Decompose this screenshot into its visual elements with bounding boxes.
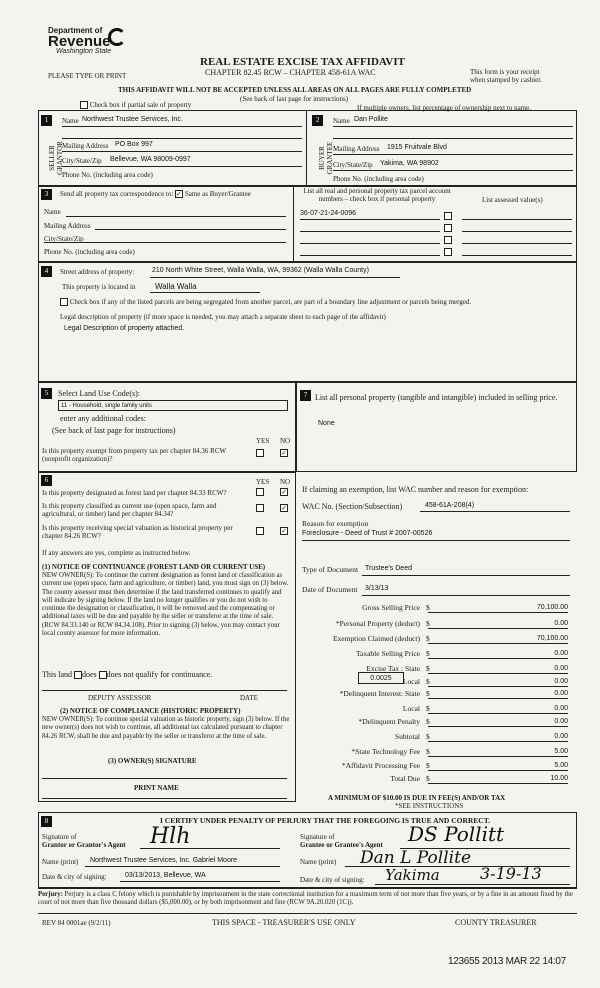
grantor-signature[interactable]: Hlh bbox=[150, 824, 191, 849]
calc-label: *Personal Property (deduct) bbox=[335, 619, 420, 628]
calc-value[interactable]: 0.00 bbox=[428, 718, 568, 727]
section-4 bbox=[38, 262, 577, 382]
calc-label: Subtotal bbox=[394, 732, 420, 741]
calc-label: *State Technology Fee bbox=[351, 747, 420, 756]
s5-yes: YES bbox=[256, 437, 270, 445]
seller-city-label: City/State/Zip bbox=[62, 157, 102, 165]
calc-label: Total Due bbox=[390, 774, 420, 783]
calc-label: Gross Selling Price bbox=[362, 603, 420, 612]
dollar-sign: $ bbox=[426, 619, 430, 628]
calc-row bbox=[300, 705, 570, 716]
buyer-name-label: Name bbox=[333, 117, 350, 125]
dollar-sign: $ bbox=[426, 689, 430, 698]
dollar-sign: $ bbox=[426, 664, 430, 673]
calc-label: Excise Tax : State bbox=[366, 664, 420, 673]
segregated-checkbox[interactable] bbox=[60, 298, 68, 306]
calc-row bbox=[300, 762, 570, 773]
calc-label: Taxable Selling Price bbox=[355, 649, 420, 658]
exempt-no[interactable]: ✓ bbox=[281, 449, 287, 457]
grantor-sig-l1: Signature of bbox=[42, 833, 77, 841]
historic-yes[interactable] bbox=[256, 527, 264, 535]
seller-phone-label: Phone No. (including area code) bbox=[62, 171, 153, 179]
s6-yes: YES bbox=[256, 478, 270, 486]
segregated-label: Check box if any of the listed parcels are being segregated from another parcel, are part of a boundary line adjustment or parcels being merged. bbox=[69, 298, 472, 306]
section-4-num: 4 bbox=[41, 266, 52, 277]
dollar-sign: $ bbox=[426, 603, 430, 612]
pp-checkbox-1[interactable] bbox=[444, 212, 452, 220]
seller-mail-label: Mailing Address bbox=[62, 142, 109, 150]
certify: I CERTIFY UNDER PENALTY OF PERJURY THAT THE FOREGOING IS TRUE AND CORRECT. bbox=[160, 816, 491, 825]
dept-state: Washington State bbox=[56, 48, 112, 56]
pp-checkbox-2[interactable] bbox=[444, 224, 452, 232]
partial-checkbox[interactable] bbox=[80, 101, 88, 109]
forest-yes[interactable] bbox=[256, 488, 264, 496]
doc-type-label: Type of Document bbox=[302, 565, 359, 574]
see-back: (See back of last page for instructions) bbox=[240, 95, 349, 103]
calc-row bbox=[300, 665, 570, 676]
s3-city: City/State/Zip bbox=[44, 235, 84, 243]
grantor-sig-label bbox=[42, 833, 126, 849]
s5-seeback: (See back of last page for instructions) bbox=[52, 426, 176, 435]
exempt-yes[interactable] bbox=[256, 449, 264, 457]
grantee-sig-label bbox=[300, 833, 383, 849]
calc-label: *Affidavit Processing Fee bbox=[341, 761, 420, 770]
s5-no: NO bbox=[280, 437, 291, 445]
additional-codes: enter any additional codes: bbox=[60, 414, 146, 423]
section-7-num: 7 bbox=[300, 390, 311, 401]
section-6-num: 6 bbox=[41, 475, 52, 486]
minimum-due: A MINIMUM OF $10.00 IS DUE IN FEE(S) AND/OR TAX bbox=[328, 794, 506, 802]
notice2-title: (2) NOTICE OF COMPLIANCE (HISTORIC PROPERTY) bbox=[60, 707, 241, 715]
dollar-sign: $ bbox=[426, 761, 430, 770]
seller-name-label: Name bbox=[62, 117, 79, 125]
local-rate[interactable]: 0.0025 bbox=[358, 672, 404, 684]
current-no[interactable]: ✓ bbox=[281, 504, 287, 512]
buyer-side: BUYER GRANTEE bbox=[317, 141, 334, 175]
form-rev: REV 84 0001ae (9/2/11) bbox=[42, 919, 111, 927]
dept-label: Department of bbox=[48, 26, 103, 35]
street-label: Street address of property: bbox=[60, 268, 135, 276]
print-name: PRINT NAME bbox=[134, 784, 179, 792]
calc-value[interactable]: 0.00 bbox=[428, 620, 568, 629]
calc-value[interactable]: 0.00 bbox=[428, 678, 568, 687]
dollar-sign: $ bbox=[426, 732, 430, 741]
grantee-sig-r2: Grantee or Grantee's Agent bbox=[300, 841, 383, 850]
perjury-note bbox=[38, 891, 578, 907]
form-title: REAL ESTATE EXCISE TAX AFFIDAVIT bbox=[200, 56, 405, 68]
calc-label: Local bbox=[402, 704, 420, 713]
land-use-title: Select Land Use Code(s): bbox=[58, 389, 140, 398]
buyer-city-label: City/State/Zip bbox=[333, 161, 373, 169]
send-corr bbox=[60, 190, 251, 198]
current-use-q: Is this property classified as current use (open space, farm and agricultural, or timber) land per chapter 84.34? bbox=[42, 502, 217, 519]
does-not-label: does not qualify for continuance. bbox=[106, 670, 213, 679]
multiple-owners: If multiple owners, list percentage of ownership next to name. bbox=[357, 104, 531, 112]
calc-value[interactable]: 0.00 bbox=[428, 690, 568, 699]
legal-desc-value[interactable]: Legal Description of property attached. bbox=[64, 325, 185, 332]
receipt-line2: when stamped by cashier. bbox=[470, 76, 542, 85]
s6-no: NO bbox=[280, 478, 291, 486]
does-not-checkbox[interactable] bbox=[99, 671, 107, 679]
grantee-date[interactable]: 3-19-13 bbox=[480, 864, 542, 883]
grantor-sig-l2: Grantor or Grantor's Agent bbox=[42, 841, 126, 850]
forest-no[interactable]: ✓ bbox=[281, 488, 287, 496]
receipt-line1: This form is your receipt bbox=[470, 68, 540, 76]
section-5-num: 5 bbox=[41, 388, 52, 399]
buyer-phone-label: Phone No. (including area code) bbox=[333, 175, 424, 183]
partial-sale bbox=[80, 101, 191, 109]
calc-row bbox=[300, 718, 570, 729]
calc-value[interactable]: 0.00 bbox=[428, 665, 568, 674]
personal-property-val[interactable]: None bbox=[318, 420, 335, 427]
same-label: Same as Buyer/Grantee bbox=[184, 190, 251, 198]
calc-label: Exemption Claimed (deduct) bbox=[332, 634, 420, 643]
calc-value[interactable]: 70,100.00 bbox=[428, 635, 568, 644]
calc-value[interactable]: 5.00 bbox=[428, 762, 568, 771]
calc-row bbox=[300, 604, 570, 615]
grantor-date-label: Date & city of signing: bbox=[42, 873, 107, 881]
deputy-date: DATE bbox=[240, 694, 258, 702]
same-checkbox[interactable]: ✓ bbox=[176, 190, 183, 199]
located-label: This property is located in bbox=[62, 283, 136, 291]
calc-row bbox=[300, 690, 570, 701]
does-label: does bbox=[82, 670, 97, 679]
deputy-assessor: DEPUTY ASSESSOR bbox=[88, 694, 152, 702]
logo-icon bbox=[108, 28, 126, 46]
if-any: If any answers are yes, complete as instructed below. bbox=[42, 549, 191, 557]
section-1-num: 1 bbox=[41, 115, 52, 126]
receipt-note bbox=[470, 68, 542, 84]
pp-checkbox-4[interactable] bbox=[444, 248, 452, 256]
calc-label: *Delinquent Interest: State bbox=[339, 689, 420, 698]
calc-value[interactable]: 0.00 bbox=[428, 705, 568, 714]
this-land bbox=[42, 670, 212, 679]
calc-value[interactable]: 70,100.00 bbox=[428, 604, 568, 613]
located-value[interactable]: Walla Walla bbox=[155, 282, 197, 291]
calc-row bbox=[300, 775, 570, 786]
calc-row bbox=[300, 733, 570, 744]
see-instructions: *SEE INSTRUCTIONS bbox=[395, 802, 464, 810]
dollar-sign: $ bbox=[426, 677, 430, 686]
claim-exemption: If claiming an exemption, list WAC number and reason for exemption: bbox=[302, 485, 529, 494]
street-address[interactable]: 210 North White Street, Walla Walla, WA, 99362 (Walla Walla County) bbox=[152, 267, 369, 274]
county-treasurer: COUNTY TREASURER bbox=[455, 918, 537, 927]
type-print: PLEASE TYPE OR PRINT bbox=[48, 72, 127, 80]
treasurer-stamp: 123655 2013 MAR 22 14:07 bbox=[448, 956, 566, 967]
this-land-label: This land bbox=[42, 670, 72, 679]
dollar-sign: $ bbox=[426, 747, 430, 756]
perjury-text: Perjury is a class C felony which is punishable by imprisonment in the state correctional institution for a maximum term of not more than five years, or by a fine in an amount fixed by the court of not more than five thousand dollars ($5,000.00), or by both imprisonment and fine (RCW 9A.20.020 (1C)). bbox=[38, 891, 573, 906]
grantee-name[interactable]: Dan L Pollite bbox=[360, 848, 471, 868]
calc-value[interactable]: 10.00 bbox=[428, 775, 568, 784]
seller-mail[interactable]: PO Box 997 bbox=[115, 141, 153, 148]
forest-q: Is this property designated as forest land per chapter 84.33 RCW? bbox=[42, 489, 227, 497]
calc-row bbox=[300, 650, 570, 661]
grantee-date-label: Date & city of signing: bbox=[300, 876, 365, 884]
send-label: Send all property tax correspondence to: bbox=[60, 190, 174, 198]
dollar-sign: $ bbox=[426, 717, 430, 726]
s3-phone: Phone No. (including area code) bbox=[44, 248, 135, 256]
calc-row bbox=[300, 635, 570, 646]
treasurer-space: THIS SPACE - TREASURER'S USE ONLY bbox=[212, 918, 356, 927]
calc-row bbox=[300, 678, 570, 689]
doc-date-label: Date of Document bbox=[302, 585, 358, 594]
reason-value[interactable]: Foreclosure - Deed of Trust # 2007-00526 bbox=[302, 530, 433, 537]
dept-name: Revenue bbox=[48, 33, 111, 51]
calc-label: Local bbox=[402, 677, 420, 686]
legal-desc-label: Legal description of property (if more space is needed, you may attach a separate sheet to each page of the affidavit) bbox=[60, 313, 386, 321]
calc-row bbox=[300, 620, 570, 631]
form-chapter: CHAPTER 82.45 RCW – CHAPTER 458-61A WAC bbox=[205, 68, 376, 77]
notice1-body: NEW OWNER(S): To continue the current designation as forest land or classification as current use (open space, farm and agriculture, or timber) land, you must sign on (3) below. The county assessor must then determine if the land transferred continues to qualify and will indicate by signing below. If the land no longer qualifies or you do not wish to continue the designation or classification, it will be removed and the compensating or additional taxes will be due and payable by the seller or transferor at the time of sale. (RCW 84.33.140 or RCW 84.34.108). Prior to signing (3) below, you may contact your local county assessor for more information. bbox=[42, 572, 289, 638]
grantor-name[interactable]: Northwest Trustee Services, Inc. Gabriel Moore bbox=[90, 857, 238, 864]
notice1-title: (1) NOTICE OF CONTINUANCE (FOREST LAND OR CURRENT USE) bbox=[42, 563, 266, 571]
pp-checkbox-3[interactable] bbox=[444, 236, 452, 244]
perjury-label: Perjury: bbox=[38, 891, 63, 898]
dollar-sign: $ bbox=[426, 704, 430, 713]
dollar-sign: $ bbox=[426, 649, 430, 658]
calc-value[interactable]: 0.00 bbox=[428, 650, 568, 659]
assessed-header: List assessed value(s) bbox=[482, 196, 543, 204]
buyer-city[interactable]: Yakima, WA 98902 bbox=[380, 160, 439, 167]
section-3-num: 3 bbox=[41, 189, 52, 200]
buyer-mail[interactable]: 1915 Fruitvale Blvd bbox=[387, 144, 447, 151]
calc-value[interactable]: 5.00 bbox=[428, 748, 568, 757]
dollar-sign: $ bbox=[426, 774, 430, 783]
reason-label: Reason for exemption bbox=[302, 519, 369, 528]
revenue-logo bbox=[48, 26, 111, 56]
calc-label: *Delinquent Penalty bbox=[358, 717, 420, 726]
grantor-date[interactable]: 03/13/2013, Bellevue, WA bbox=[125, 872, 206, 879]
buyer-name[interactable]: Dan Pollite bbox=[354, 116, 388, 123]
seller-name[interactable]: Northwest Trustee Services, Inc. bbox=[82, 116, 183, 123]
warning: THIS AFFIDAVIT WILL NOT BE ACCEPTED UNLESS ALL AREAS ON ALL PAGES ARE FULLY COMPLETED bbox=[118, 86, 472, 94]
section-2-num: 2 bbox=[312, 115, 323, 126]
grantee-sig-r1: Signature of bbox=[300, 833, 335, 841]
notice2-body: NEW OWNER(S): To continue special valuation as historic property, sign (3) below. If the new owner(s) does not wish to continue, all additional tax calculated pursuant to chapter 84.26 RCW, shall be due and payable by the seller or transferor at the time of sale. bbox=[42, 716, 290, 740]
calc-value[interactable]: 0.00 bbox=[428, 733, 568, 742]
parcel-number[interactable]: 36-07-21-24-0096 bbox=[300, 210, 357, 217]
owner-sig-title: (3) OWNER(S) SIGNATURE bbox=[108, 757, 197, 765]
parcel-header: List all real and personal property tax parcel account numbers – check box if personal property bbox=[303, 187, 451, 204]
grantee-signature[interactable]: DS Pollitt bbox=[408, 822, 505, 846]
seller-city[interactable]: Bellevue, WA 98009-0997 bbox=[110, 156, 191, 163]
calc-row bbox=[300, 748, 570, 759]
personal-property-q: List all personal property (tangible and intangible) included in selling price. bbox=[315, 393, 558, 402]
wac-value[interactable]: 458-61A-208(4) bbox=[425, 502, 475, 509]
grantee-name-label: Name (print) bbox=[300, 858, 337, 866]
partial-label: Check box if partial sale of property bbox=[89, 101, 192, 109]
doc-date[interactable]: 3/13/13 bbox=[365, 585, 389, 592]
does-checkbox[interactable] bbox=[74, 671, 82, 679]
historic-q: Is this property receiving special valuation as historical property per chapter 84.26 RCW? bbox=[42, 524, 233, 541]
wac-label: WAC No. (Section/Subsection) bbox=[302, 502, 403, 511]
segregated-note bbox=[60, 298, 565, 306]
land-use-code[interactable]: 11 - Household, single family units bbox=[58, 400, 288, 411]
grantee-city[interactable]: Yakima bbox=[385, 866, 440, 884]
grantor-name-label: Name (print) bbox=[42, 858, 79, 866]
s3-mail: Mailing Address bbox=[44, 222, 91, 230]
current-yes[interactable] bbox=[256, 504, 264, 512]
dollar-sign: $ bbox=[426, 634, 430, 643]
exempt-question: Is this property exempt from property tax per chapter 84.36 RCW (nonprofit organization)? bbox=[42, 447, 226, 464]
doc-type[interactable]: Trustee's Deed bbox=[365, 565, 412, 572]
s3-name: Name bbox=[44, 208, 61, 216]
section-8-num: 8 bbox=[41, 816, 52, 827]
historic-no[interactable]: ✓ bbox=[281, 527, 287, 535]
seller-side: SELLER GRANTOR bbox=[47, 141, 64, 175]
buyer-mail-label: Mailing Address bbox=[333, 145, 380, 153]
